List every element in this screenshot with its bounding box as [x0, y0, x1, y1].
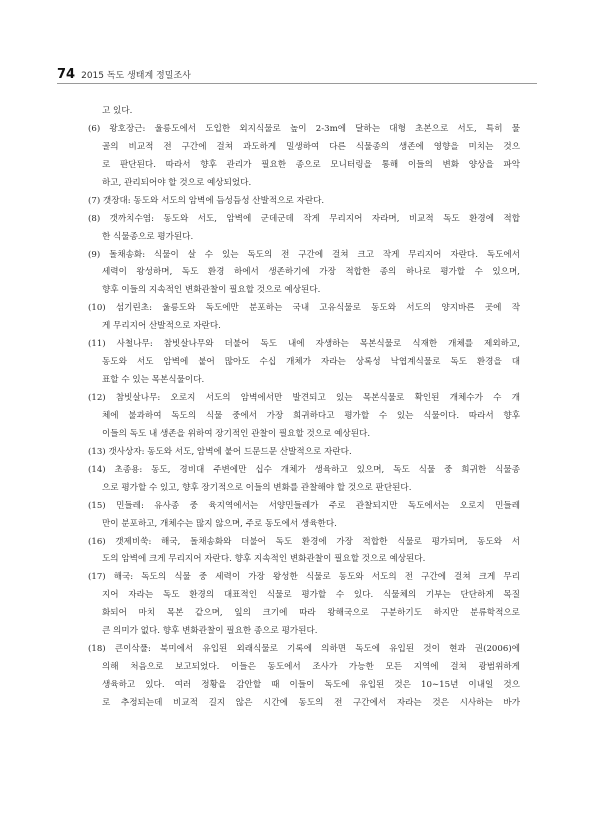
text-line: (7) 갯장대: 동도와 서도의 암벽에 듬성듬성 산발적으로 자란다. [88, 195, 325, 206]
text-line: 하고, 관리되어야 할 것으로 예상되었다. [102, 177, 252, 188]
text-line: 로 추정되는데 비교적 길지 않은 시간에 동도의 전 구간에서 자라는 것은 시사하는 바가 [102, 697, 520, 708]
text-line: 표할 수 있는 목본식물이다. [102, 375, 205, 386]
text-line: 체에 불과하여 독도의 식물 중에서 가장 희귀하다고 평가할 수 있는 식물이다. 따라서 향후 [102, 410, 520, 421]
text-line: (18) 큰이삭풀: 북미에서 유입된 외래식물로 기록에 의하면 독도에 유입된 것이 현과 권(2006)에 [88, 644, 520, 655]
body-text [88, 103, 520, 713]
text-line: 골의 비교적 전 구간에 걸쳐 과도하게 밀생하여 다른 식물종의 생존에 영향을 미치는 것으 [102, 141, 520, 152]
text-line: (10) 섬기린초: 울릉도와 독도에만 분포하는 국내 고유식물로 동도와 서도의 양지바른 곳에 작 [88, 303, 520, 314]
text-line: (16) 갯제비쑥: 해국, 돌채송화와 더불어 독도 환경에 가장 적합한 식물로 평가되며, 동도와 서 [88, 536, 520, 547]
header-rule [57, 83, 537, 84]
text-line: 지어 자라는 독도 환경의 대표적인 식물로 평가할 수 있다. 식물체의 기부는 단단하게 목질 [102, 590, 520, 601]
text-line: (17) 해국: 독도의 식물 중 세력이 가장 왕성한 식물로 동도와 서도의 전 구간에 걸쳐 크게 무리 [88, 572, 520, 583]
text-line: 도의 암벽에 크게 무리지어 자란다. 향후 지속적인 변화관찰이 필요할 것으로 예상된다. [102, 554, 426, 565]
text-line: (9) 돌채송화: 식물이 살 수 있는 독도의 전 구간에 걸쳐 크고 작게 무리지어 자란다. 독도에서 [88, 249, 520, 260]
page-number: 74 [57, 67, 76, 82]
text-line: 동도와 서도 암벽에 붙어 많아도 수십 개체가 자라는 상록성 낙엽계식물로 독도 환경을 대 [102, 357, 520, 368]
text-line: (13) 갯사상자: 동도와 서도, 암벽에 붙어 드문드문 산발적으로 자란다. [88, 446, 352, 457]
running-title: 2015 독도 생태계 정밀조사 [81, 71, 191, 81]
text-line: (11) 사철나무: 참빗살나무와 더불어 독도 내에 자생하는 목본식물로 식재한 개체를 제외하고, [88, 339, 520, 350]
text-line: 큰 의미가 없다. 향후 변화관찰이 필요한 종으로 평가된다. [102, 626, 318, 637]
text-line: 세력이 왕성하며, 독도 환경 하에서 생존하기에 가장 적합한 종의 하나로 평가할 수 있으며, [102, 267, 520, 278]
text-line: 으로 평가할 수 있고, 향후 장기적으로 이들의 변화를 관찰해야 할 것으로 판단된다. [102, 482, 412, 493]
text-line: 한 식물종으로 평가된다. [102, 231, 194, 242]
text-line: 화되어 마치 목본 같으며, 잎의 크기에 따라 왕해국으로 구분하기도 하지만 분류학적으로 [102, 608, 520, 619]
text-line: (15) 민들레: 유사종 중 육지역에서는 서양민들레가 주로 관찰되지만 독도에서는 오로지 민들레 [88, 500, 520, 511]
text-line: 고 있다. [102, 106, 133, 116]
text-line: 로 판단된다. 따라서 향후 관리가 필요한 종으로 모니터링을 통해 이들의 변화 양상을 파악 [102, 159, 520, 170]
text-line: 게 무리지어 산발적으로 자란다. [102, 321, 221, 332]
text-line: 만이 분포하고, 개체수는 많지 않으며, 주로 동도에서 생육한다. [102, 518, 337, 529]
text-line: (12) 참빗살나무: 오로지 서도의 암벽에서만 발견되고 있는 목본식물로 확인된 개체수가 수 개 [88, 393, 520, 403]
page-header [57, 67, 191, 82]
text-line: 향후 이들의 지속적인 변화관찰이 필요할 것으로 예상된다. [102, 285, 321, 296]
text-line: 생육하고 있다. 여러 정황을 감안할 때 이들이 독도에 유입된 것은 10∼15년 이내일 것으 [102, 680, 520, 690]
text-line: (14) 초종용: 동도, 경비대 주변에만 십수 개체가 생육하고 있으며, 독도 식물 중 희귀한 식물종 [88, 464, 520, 475]
text-line: (8) 갯까치수염: 동도와 서도, 암벽에 군데군데 작게 무리지어 자라며, 비교적 독도 환경에 적합 [88, 213, 520, 224]
text-line: 의해 처음으로 보고되었다. 이들은 동도에서 조사가 가능한 모든 지역에 걸쳐 광범위하게 [102, 662, 520, 673]
text-line: (6) 왕호장근: 울릉도에서 도입한 외지식물로 높이 2-3m에 달하는 대형 초본으로 서도, 특히 물 [88, 123, 520, 134]
text-line: 이들의 독도 내 생존을 위하여 장기적인 관찰이 필요할 것으로 예상된다. [102, 428, 371, 439]
